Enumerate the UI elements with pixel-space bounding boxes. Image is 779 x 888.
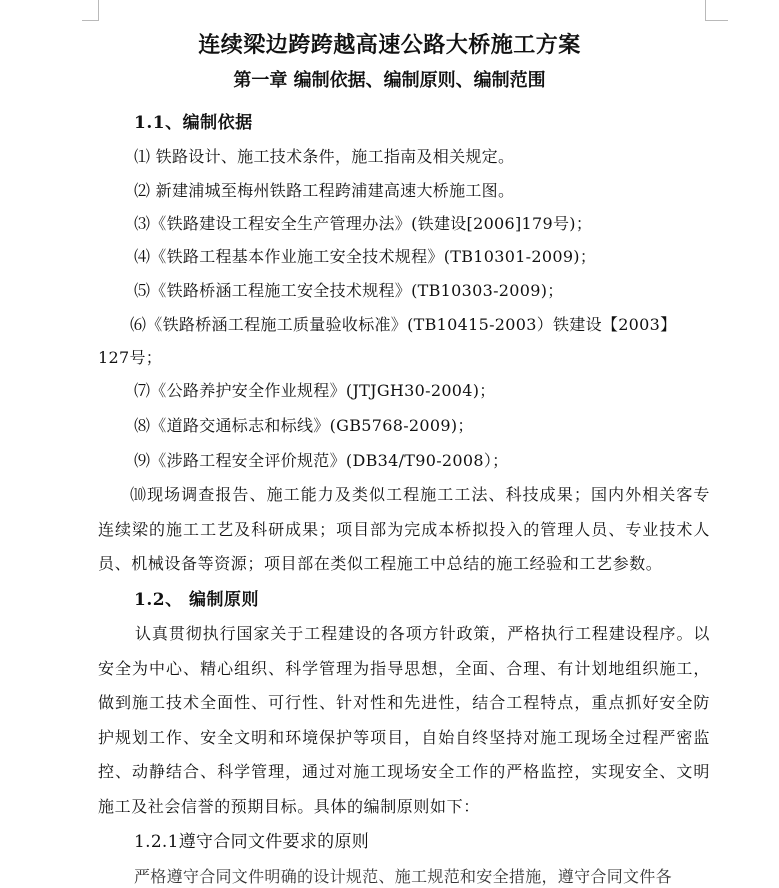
reference-item-10-paragraph: ⑽现场调查报告、施工能力及类似工程施工工法、科技成果；国内外相关客专连续梁的施工工艺及科研成果；项目部为完成本桥拟投入的管理人员、专业技术人员、机械设备等资源；项目部在类似工程施工中总结的施工经验和工艺参数。	[98, 485, 710, 573]
reference-item: ⑺《公路养护安全作业规程》(JTJGH30-2004)；	[134, 381, 496, 400]
crop-mark-top-right	[705, 0, 728, 21]
reference-item: ⑵ 新建浦城至梅州铁路工程跨浦建高速大桥施工图。	[134, 181, 515, 200]
reference-item: ⑷《铁路工程基本作业施工安全技术规程》(TB10301-2009)；	[134, 247, 597, 266]
reference-item: ⑶《铁路建设工程安全生产管理办法》(铁建设[2006]179号)；	[134, 214, 593, 233]
reference-item: ⑻《道路交通标志和标线》(GB5768-2009)；	[134, 416, 474, 435]
reference-item-continuation: 127号；	[98, 348, 163, 367]
section-heading-1-2-1: 1.2.1遵守合同文件要求的原则	[134, 832, 370, 852]
document-title: 连续梁边跨跨越高速公路大桥施工方案	[198, 32, 581, 58]
section-heading-1-2: 1.2、 编制原则	[134, 590, 259, 610]
reference-item: ⑹《铁路桥涵工程施工质量验收标准》(TB10415-2003）铁建设【2003】	[130, 315, 677, 334]
reference-item: ⑸《铁路桥涵工程施工安全技术规程》(TB10303-2009)；	[134, 281, 564, 300]
crop-mark-top-left	[82, 0, 99, 21]
principle-paragraph: 认真贯彻执行国家关于工程建设的各项方针政策，严格执行工程建设程序。以安全为中心、精心组织、科学管理为指导思想，全面、合理、有计划地组织施工，做到施工技术全面性、可行性、针对性和先进性，结合工程特点，重点抓好安全防护规划工作、安全文明和环境保护等项目，自始自终坚持对施工现场全过程严密监控、动静结合、科学管理，通过对施工现场安全工作的严格监控，实现安全、文明施工及社会信誉的预期目标。具体的编制原则如下：	[98, 624, 710, 816]
reference-item: ⑼《涉路工程安全评价规范》(DB34/T90-2008）；	[134, 451, 509, 470]
cut-off-text-line: 严格遵守合同文件明确的设计规范、施工规范和安全措施，遵守合同文件各	[134, 867, 672, 886]
reference-item: ⑴ 铁路设计、施工技术条件，施工指南及相关规定。	[134, 147, 515, 166]
chapter-heading: 第一章 编制依据、编制原则、编制范围	[233, 70, 546, 91]
section-heading-1-1: 1.1、编制依据	[134, 113, 253, 133]
